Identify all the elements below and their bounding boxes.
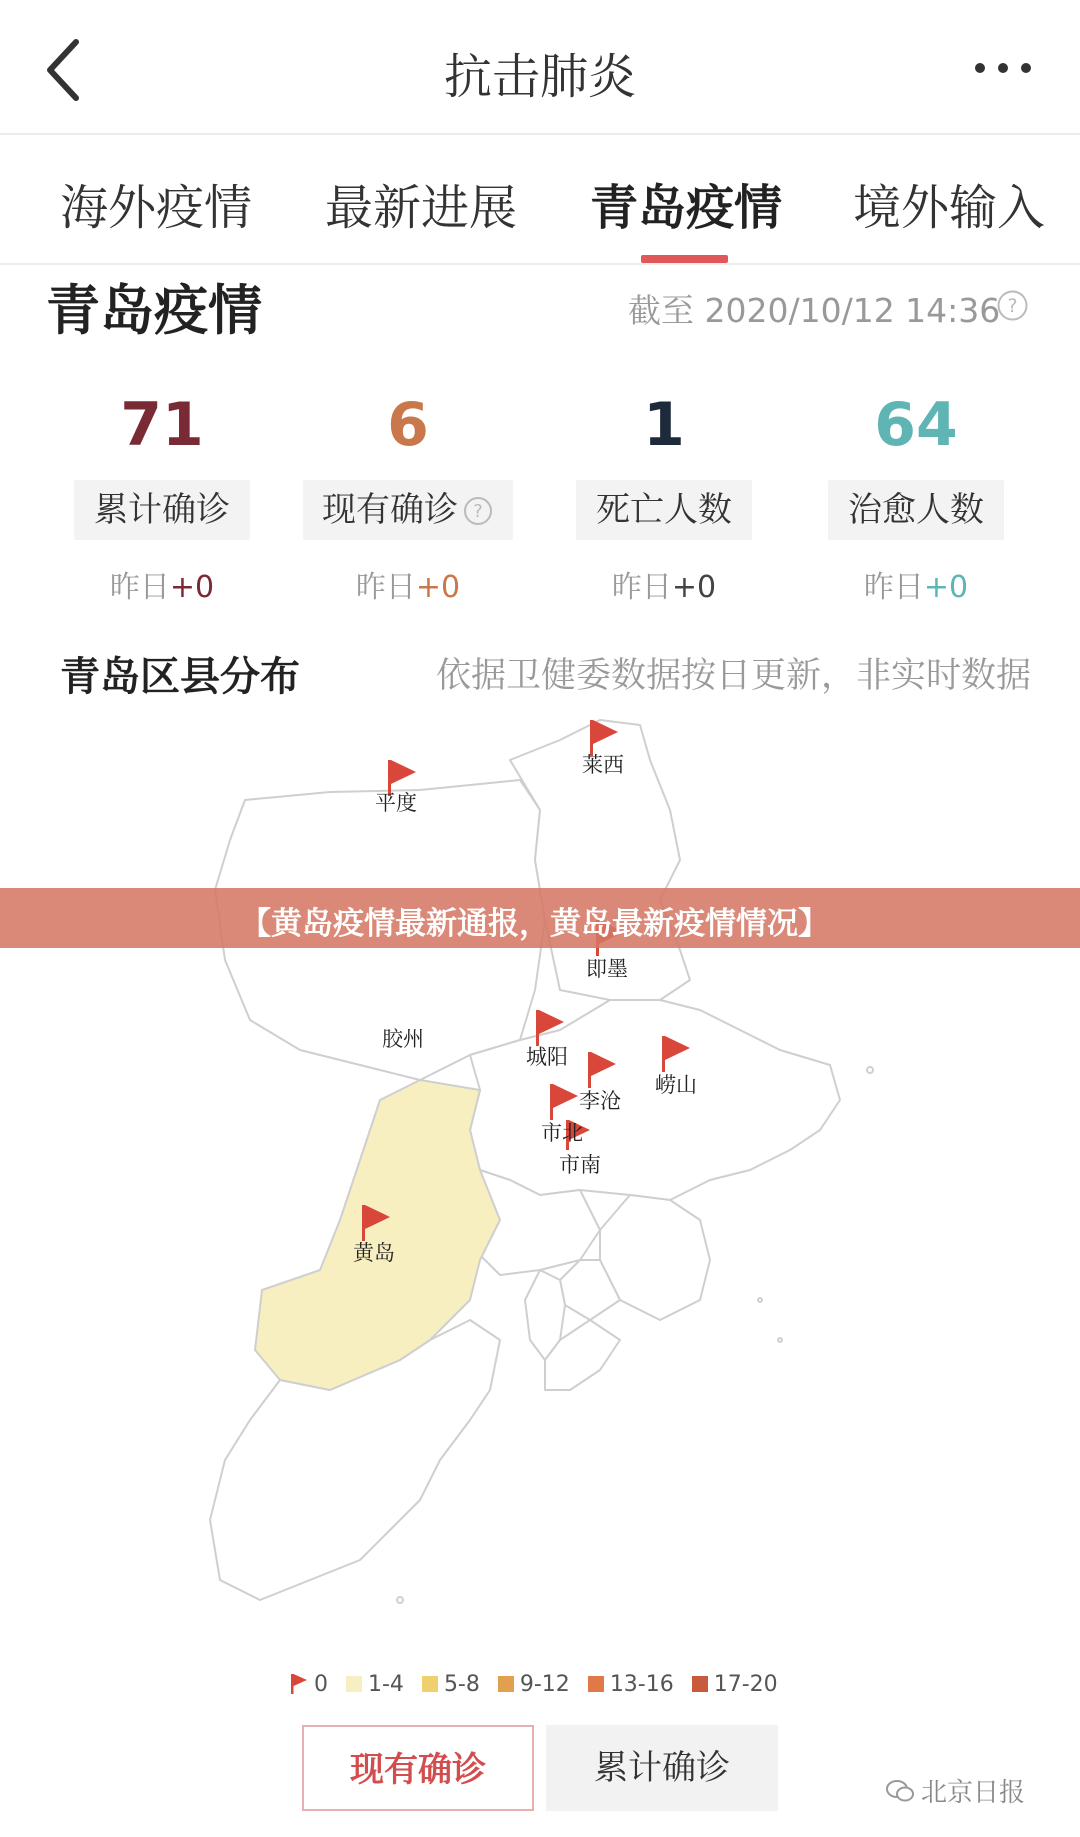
district-label-laixi: 莱西 — [582, 753, 624, 777]
stat-delta — [564, 562, 764, 606]
legend-label: 17-20 — [713, 1671, 778, 1697]
top-bar — [0, 0, 1080, 135]
map-region-jimo — [470, 1000, 840, 1200]
legend-swatch — [346, 1676, 362, 1692]
stat-label: 治愈人数 — [828, 480, 1004, 540]
help-icon[interactable] — [996, 289, 1029, 322]
watermark-text: 北京日报 — [921, 1778, 1026, 1808]
tab-latest-progress[interactable]: 最新进展 — [325, 180, 518, 236]
section-note: 依据卫健委数据按日更新，非实时数据 — [436, 656, 1032, 696]
stat-current-confirmed — [308, 390, 508, 606]
tab-qingdao[interactable]: 青岛疫情 — [590, 180, 783, 236]
stat-delta-prefix: 昨日 — [611, 570, 672, 605]
legend-item-1-4 — [346, 1672, 404, 1697]
stat-delta-value: +0 — [169, 570, 215, 605]
legend-swatch — [692, 1676, 708, 1692]
stat-delta — [816, 562, 1016, 606]
wechat-icon — [885, 1778, 915, 1804]
map-legend — [290, 1666, 778, 1702]
legend-label: 0 — [314, 1671, 328, 1697]
stat-label-text: 现有确诊 — [322, 490, 458, 530]
tab-bar — [0, 137, 1080, 265]
stat-deaths — [564, 390, 764, 606]
legend-swatch — [498, 1676, 514, 1692]
district-label-chengyang: 城阳 — [526, 1045, 568, 1069]
flag-icon — [290, 1673, 308, 1695]
stat-value: 64 — [874, 390, 958, 460]
stat-label — [303, 480, 513, 540]
district-label-licang: 李沧 — [579, 1089, 621, 1113]
as-of-timestamp: 截至 2020/10/12 14:36 — [628, 291, 1001, 330]
banner-text: 【黄岛疫情最新通报，黄岛最新疫情情况】 — [240, 906, 829, 942]
legend-label: 5-8 — [443, 1671, 480, 1697]
section-title: 青岛区县分布 — [60, 654, 300, 700]
map-island — [867, 1067, 873, 1073]
district-map — [0, 700, 1080, 1660]
district-label-huangdao: 黄岛 — [353, 1241, 395, 1265]
stat-recovered — [816, 390, 1016, 606]
stat-value: 71 — [120, 390, 204, 460]
help-icon[interactable] — [462, 495, 494, 527]
stat-total-confirmed — [62, 390, 262, 606]
district-label-shinan: 市南 — [559, 1153, 601, 1177]
svg-text:?: ? — [1007, 295, 1018, 317]
app-title: 抗击肺炎 — [443, 49, 636, 105]
watermark — [885, 1772, 1025, 1809]
legend-label: 9-12 — [519, 1671, 570, 1697]
legend-swatch — [588, 1676, 604, 1692]
legend-item-9-12 — [498, 1672, 570, 1697]
stat-delta-value: +0 — [671, 570, 717, 605]
legend-swatch — [422, 1676, 438, 1692]
stat-delta-value: +0 — [923, 570, 969, 605]
stat-delta-prefix: 昨日 — [109, 570, 170, 605]
district-label-shibei: 市北 — [541, 1121, 583, 1145]
page-title: 青岛疫情 — [46, 279, 262, 342]
district-label-jiaozhou: 胶州 — [382, 1027, 424, 1051]
title-banner — [0, 888, 1080, 948]
more-options-icon[interactable] — [968, 48, 1038, 88]
stat-delta-value: +0 — [415, 570, 461, 605]
tab-imported[interactable]: 境外输入 — [853, 180, 1046, 236]
legend-label: 13-16 — [609, 1671, 674, 1697]
stat-value: 6 — [387, 390, 429, 460]
map-island — [758, 1298, 762, 1302]
current-confirmed-toggle[interactable]: 现有确诊 — [302, 1725, 534, 1811]
tab-overseas[interactable]: 海外疫情 — [60, 180, 253, 236]
stat-delta-prefix: 昨日 — [355, 570, 416, 605]
legend-item-17-20 — [692, 1672, 778, 1697]
stat-delta — [62, 562, 262, 606]
active-tab-indicator — [641, 255, 728, 263]
total-confirmed-toggle[interactable]: 累计确诊 — [546, 1725, 778, 1811]
map-island — [778, 1338, 782, 1342]
svg-text:?: ? — [473, 501, 483, 522]
stat-delta — [308, 562, 508, 606]
district-label-jimo: 即墨 — [586, 957, 628, 981]
stat-delta-prefix: 昨日 — [863, 570, 924, 605]
stat-value: 1 — [643, 390, 685, 460]
map-island — [397, 1597, 403, 1603]
legend-label: 1-4 — [368, 1671, 404, 1697]
legend-item-13-16 — [588, 1672, 674, 1697]
district-label-pingdu: 平度 — [375, 791, 417, 815]
legend-item-0 — [290, 1672, 328, 1697]
stat-label: 死亡人数 — [576, 480, 752, 540]
legend-item-5-8 — [422, 1672, 480, 1697]
district-label-laoshan: 崂山 — [655, 1073, 697, 1097]
stat-label: 累计确诊 — [74, 480, 250, 540]
